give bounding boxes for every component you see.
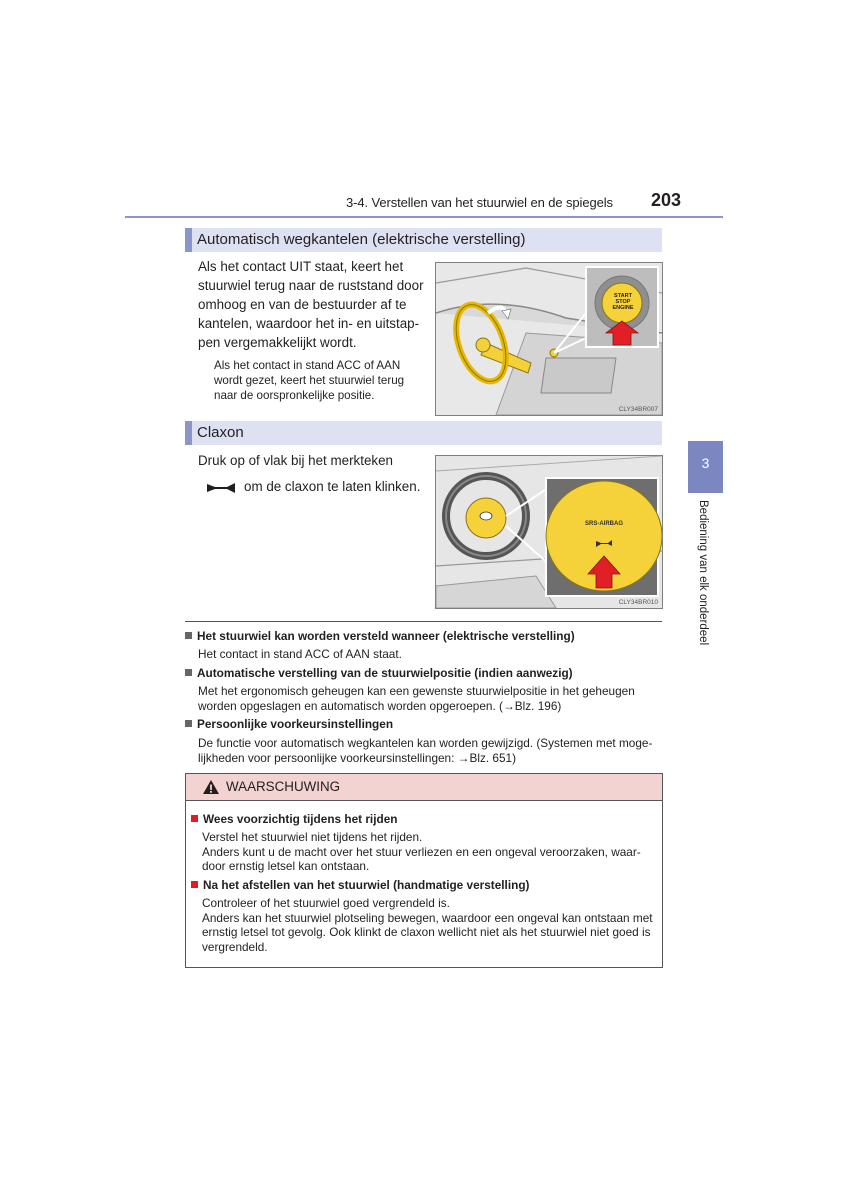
warning-line: Controleer of het stuurwiel goed vergrendeld is. [202, 896, 450, 910]
warning-line: Anders kunt u de macht over het stuur verliezen en een ongeval veroorzaken, waar- [202, 844, 641, 859]
warning-triangle-icon [202, 779, 220, 795]
note-heading [185, 629, 575, 643]
note-line: wordt gezet, keert het stuurwiel terug [214, 374, 405, 387]
note-title: Het stuurwiel kan worden versteld wanneer (elektrische verstelling) [197, 629, 575, 643]
horn-icon [205, 481, 237, 495]
paragraph-line: stuurwiel terug naar de ruststand door [198, 278, 424, 293]
section-title: Automatisch wegkantelen (elektrische verstelling) [197, 231, 526, 248]
section-header-accent [185, 228, 192, 252]
warning-line: door ernstig letsel kan ontstaan. [202, 859, 370, 873]
section2-line2: om de claxon te laten klinken. [244, 479, 421, 494]
section2-line1: Druk op of vlak bij het merkteken [198, 453, 393, 468]
note-line: lijkheden voor persoonlijke voorkeursinstellingen: →Blz. 651) [198, 750, 517, 765]
section-header-accent [185, 421, 192, 445]
note-heading [185, 666, 573, 680]
paragraph-line: pen vergemakkelijkt wordt. [198, 335, 357, 350]
section-header-horn [185, 421, 662, 445]
start-stop-button-icon [610, 293, 636, 311]
note-title: Automatische verstelling van de stuurwielpositie (indien aanwezig) [197, 666, 573, 680]
warning-header [186, 774, 662, 801]
section-header-auto-tilt [185, 228, 662, 252]
bullet-square-icon [185, 632, 192, 639]
paragraph-line: omhoog en van de bestuurder af te [198, 297, 407, 312]
button-label-line: STOP [615, 299, 631, 305]
steering-tilt-illustration [435, 262, 663, 416]
warning-item-heading [191, 878, 529, 892]
warning-item-title: Wees voorzichtig tijdens het rijden [203, 812, 398, 826]
figure-code: CLY34BR010 [618, 599, 658, 606]
section-title: Claxon [197, 424, 244, 441]
warning-item-heading [191, 812, 397, 826]
warning-box [185, 773, 663, 968]
warning-line: ernstig letsel tot gevolg. Ook klinkt de claxon wellicht niet als het stuurwiel niet goed is [202, 925, 651, 939]
note-body [198, 647, 660, 662]
paragraph-line: Als het contact UIT staat, keert het [198, 259, 404, 274]
chapter-title: Bediening van elk onderdeel [697, 500, 709, 646]
section1-paragraph [198, 257, 424, 352]
note-line: De functie voor automatisch wegkantelen kan worden gewijzigd. (Systemen met moge- [198, 736, 653, 750]
note-heading [185, 717, 393, 731]
note-title: Persoonlijke voorkeursinstellingen [197, 717, 394, 731]
warning-item-body [202, 896, 656, 954]
button-label-line: ENGINE [612, 305, 634, 311]
warning-label: WAARSCHUWING [226, 779, 341, 794]
bullet-square-icon [191, 881, 198, 888]
note-line: Met het ergonomisch geheugen kan een gewenste stuurwielpositie in het geheugen [198, 684, 635, 698]
note-body [198, 736, 660, 765]
warning-item-body [202, 830, 656, 874]
chapter-tab [688, 441, 723, 493]
bullet-square-icon [191, 815, 198, 822]
warning-line: Anders kan het stuurwiel plotseling bewegen, waardoor een ongeval kan ontstaan met [202, 910, 653, 925]
airbag-horn-pad-icon: SRS-AIRBAG [584, 521, 623, 527]
figure-code: CLY34BR007 [618, 406, 658, 413]
bullet-square-icon [185, 720, 192, 727]
warning-item-title: Na het afstellen van het stuurwiel (handmatige verstelling) [203, 878, 530, 892]
page-number: 203 [651, 190, 682, 210]
notes-divider [185, 621, 662, 622]
horn-illustration [435, 455, 663, 609]
paragraph-line: kantelen, waardoor het in- en uitstap- [198, 316, 420, 331]
bullet-square-icon [185, 669, 192, 676]
note-body [198, 684, 660, 713]
note-line: naar de oorspronkelijke positie. [214, 389, 375, 402]
warning-line: Verstel het stuurwiel niet tijdens het rijden. [202, 830, 423, 844]
running-header-title: 3-4. Verstellen van het stuurwiel en de spiegels [346, 195, 613, 210]
chapter-number: 3 [701, 455, 710, 471]
header-divider [125, 216, 723, 218]
chapter-side-label [695, 500, 711, 660]
note-line: worden opgeslagen en automatisch worden opgeroepen. (→Blz. 196) [198, 698, 562, 713]
warning-line: vergrendeld. [202, 939, 268, 954]
note-line: Het contact in stand ACC of AAN staat. [198, 647, 402, 661]
button-label-line: START [614, 293, 632, 299]
section1-note [214, 358, 424, 403]
note-line: Als het contact in stand ACC of AAN [214, 359, 401, 372]
